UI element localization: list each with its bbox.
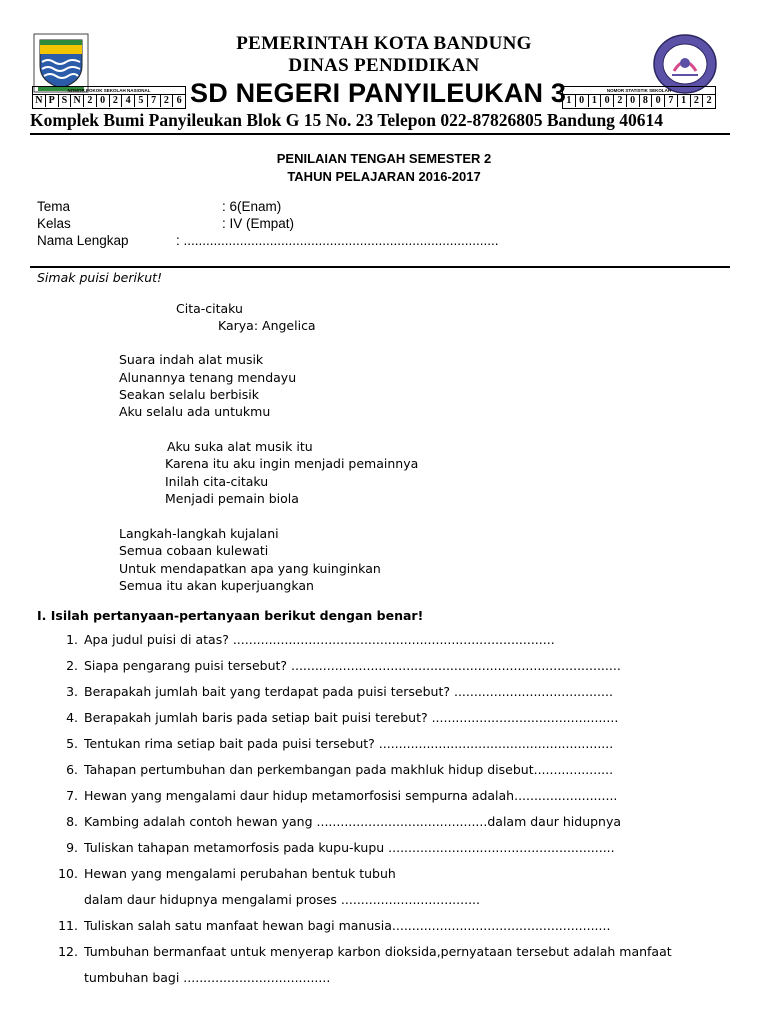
poem-line: Aku selalu ada untukmu <box>119 404 271 419</box>
question-item <box>0 918 768 936</box>
question-number: 4. <box>66 710 78 725</box>
question-number: 10. <box>58 866 78 881</box>
question-item <box>0 762 768 780</box>
digit-cell: 8 <box>640 95 653 107</box>
question-item <box>0 684 768 702</box>
question-number: 6. <box>66 762 78 777</box>
question-item <box>0 632 768 650</box>
digit-cell: 0 <box>627 95 640 107</box>
digit-cell: 0 <box>601 95 614 107</box>
digit-cell: 4 <box>122 95 135 107</box>
digit-cell: 1 <box>589 95 602 107</box>
poem-author: Karya: Angelica <box>218 318 316 333</box>
question-text: Tuliskan tahapan metamorfosis pada kupu-kupu ......................................................... <box>84 840 615 855</box>
government-title: PEMERINTAH KOTA BANDUNG <box>236 33 532 54</box>
field-value-nama: : .................................................................................... <box>176 233 499 248</box>
digit-cell: 2 <box>161 95 174 107</box>
question-number: 3. <box>66 684 78 699</box>
digit-cell: 5 <box>135 95 148 107</box>
nss-box <box>562 86 716 109</box>
question-number: 12. <box>58 944 78 959</box>
poem-line: Semua itu akan kuperjuangkan <box>119 578 314 593</box>
question-text: Tumbuhan bermanfaat untuk menyerap karbon dioksida,pernyataan tersebut adalah manfaat <box>84 944 672 959</box>
school-name: SD NEGERI PANYILEUKAN 3 <box>190 78 567 108</box>
nss-digits <box>563 95 715 107</box>
question-text: Berapakah jumlah bait yang terdapat pada puisi tersebut? ........................................ <box>84 684 613 699</box>
digit-cell: 6 <box>176 95 182 106</box>
poem-line: Suara indah alat musik <box>119 352 264 367</box>
npsn-box <box>32 86 186 109</box>
poem-line: Untuk mendapatkan apa yang kuinginkan <box>119 561 381 576</box>
digit-cell: 1 <box>563 95 576 107</box>
question-text: Siapa pengarang puisi tersebut? ................................................................................... <box>84 658 621 673</box>
exam-title: PENILAIAN TENGAH SEMESTER 2 <box>276 151 492 166</box>
question-text: Hewan yang mengalami perubahan bentuk tubuh <box>84 866 396 881</box>
poem-line: Inilah cita-citaku <box>165 474 269 489</box>
poem-line: Langkah-langkah kujalani <box>119 526 279 541</box>
exam-year: TAHUN PELAJARAN 2016-2017 <box>287 169 481 184</box>
nss-label: NOMOR STATISTIK SEKOLAH <box>563 87 715 95</box>
question-item <box>0 788 768 806</box>
field-value-tema: : 6(Enam) <box>222 199 282 214</box>
header-divider <box>30 133 730 135</box>
school-address: Komplek Bumi Panyileukan Blok G 15 No. 23 Telepon 022-87826805 Bandung 40614 <box>30 110 664 130</box>
poem-line: Aku suka alat musik itu <box>167 439 313 454</box>
question-text: Kambing adalah contoh hewan yang ...........................................dalam daur hidupnya <box>84 814 622 829</box>
digit-cell: N <box>33 95 46 107</box>
digit-cell: 0 <box>576 95 589 107</box>
poem-line: Karena itu aku ingin menjadi pemainnya <box>165 456 419 471</box>
question-item <box>0 840 768 858</box>
question-number: 1. <box>66 632 78 647</box>
digit-cell: 7 <box>665 95 678 107</box>
question-text: Tentukan rima setiap bait pada puisi tersebut? ........................................................... <box>84 736 614 751</box>
field-value-kelas: : IV (Empat) <box>222 216 295 231</box>
field-label-kelas: Kelas <box>37 216 71 231</box>
question-number: 9. <box>66 840 78 855</box>
digit-cell: 1 <box>678 95 691 107</box>
field-label-nama: Nama Lengkap <box>37 233 129 248</box>
digit-cell: N <box>71 95 84 107</box>
question-text: Tahapan pertumbuhan dan perkembangan pada makhluk hidup disebut.................... <box>84 762 614 777</box>
question-continuation: tumbuhan bagi ..................................... <box>84 970 331 985</box>
section-heading: I. Isilah pertanyaan-pertanyaan berikut dengan benar! <box>37 608 424 623</box>
question-item <box>0 944 768 962</box>
question-number: 8. <box>66 814 78 829</box>
poem-line: Alunannya tenang mendayu <box>119 370 297 385</box>
field-label-tema: Tema <box>37 199 71 214</box>
question-item <box>0 736 768 754</box>
digit-cell: 2 <box>706 95 712 106</box>
question-number: 7. <box>66 788 78 803</box>
fields-divider <box>30 266 730 268</box>
question-text: Berapakah jumlah baris pada setiap bait puisi terebut? ............................................... <box>84 710 619 725</box>
digit-cell: 2 <box>110 95 123 107</box>
digit-cell: 2 <box>691 95 704 107</box>
digit-cell: 0 <box>652 95 665 107</box>
question-number: 11. <box>58 918 78 933</box>
digit-cell: 2 <box>614 95 627 107</box>
digit-cell: 7 <box>148 95 161 107</box>
digit-cell: 2 <box>84 95 97 107</box>
npsn-digits <box>33 95 185 107</box>
poem-title: Cita-citaku <box>176 301 243 316</box>
question-item <box>0 866 768 884</box>
question-continuation: dalam daur hidupnya mengalami proses ................................... <box>84 892 480 907</box>
digit-cell: 0 <box>97 95 110 107</box>
poem-instruction: Simak puisi berikut! <box>37 270 163 285</box>
digit-cell: P <box>46 95 59 107</box>
npsn-label: NOMOR POKOK SEKOLAH NASIONAL <box>33 87 185 95</box>
question-number: 5. <box>66 736 78 751</box>
question-item <box>0 658 768 676</box>
question-text: Tuliskan salah satu manfaat hewan bagi manusia....................................................... <box>84 918 611 933</box>
question-item <box>0 710 768 728</box>
department-title: DINAS PENDIDIKAN <box>288 55 480 76</box>
question-number: 2. <box>66 658 78 673</box>
question-text: Apa judul puisi di atas? ................................................................................. <box>84 632 555 647</box>
question-item <box>0 814 768 832</box>
poem-line: Menjadi pemain biola <box>165 491 299 506</box>
question-text: Hewan yang mengalami daur hidup metamorfosisi sempurna adalah.......................... <box>84 788 618 803</box>
digit-cell: S <box>59 95 72 107</box>
poem-line: Seakan selalu berbisik <box>119 387 259 402</box>
poem-line: Semua cobaan kulewati <box>119 543 269 558</box>
